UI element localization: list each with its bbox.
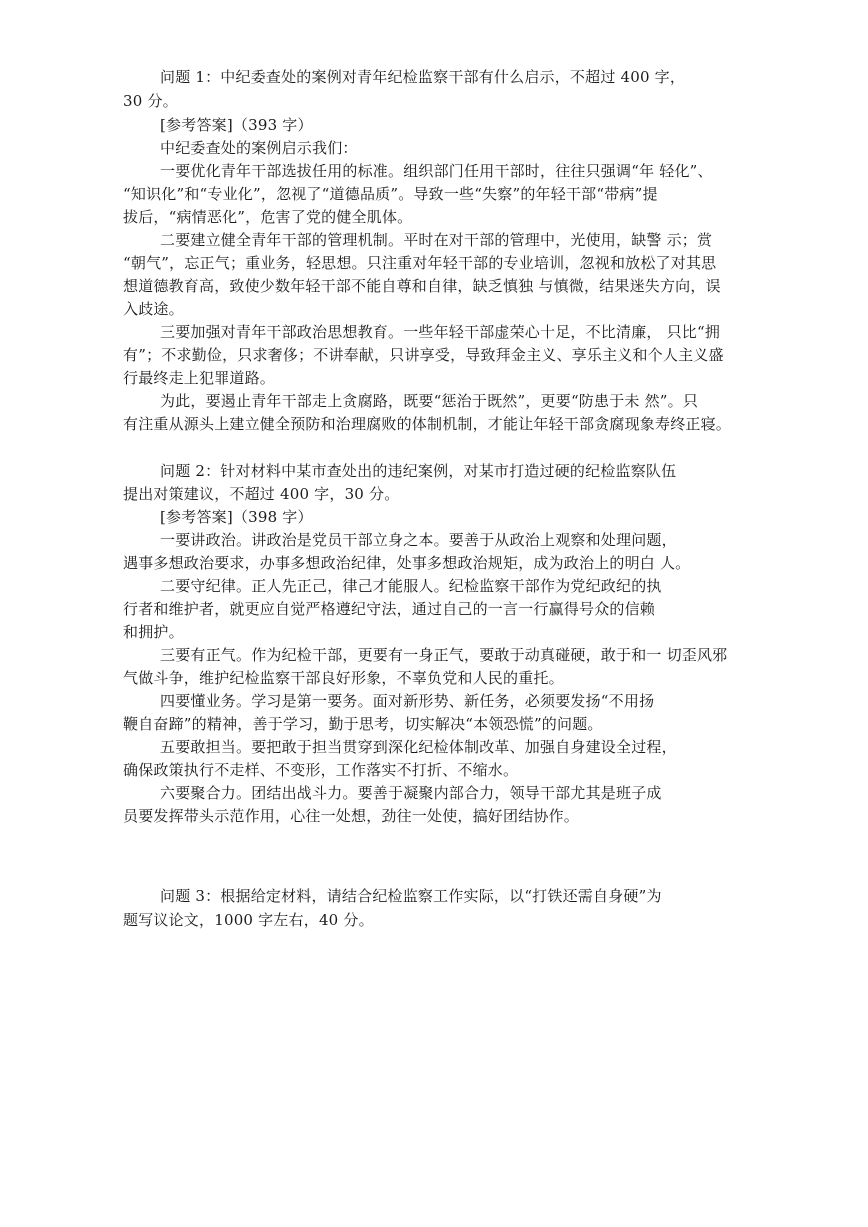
q1-title-line1: 问题 1：中纪委查处的案例对青年纪检监察干部有什么启示，不超过 400 字， (160, 68, 686, 86)
q2-p6-line: 员要发挥带头示范作用，心往一处想，劲往一处使，搞好团结协作。 (123, 807, 580, 825)
q1-p2-line: 想道德教育高，致使少数年轻干部不能自尊和自律，缺乏慎独 与慎微，结果迷失方向，误 (123, 277, 721, 295)
q2-p1-line: 一要讲政治。讲政治是党员干部立身之本。要善于从政治上观察和处理问题， (160, 531, 677, 549)
q2-p2-line: 行者和维护者，就更应自觉严格遵纪守法，通过自己的一言一行赢得号众的信赖 (123, 600, 656, 618)
q2-p3-line: 三要有正气。作为纪检干部，更要有一身正气，要敢于动真碰硬，敢于和一 切歪风邪 (160, 646, 728, 664)
q1-p3-line: 有”；不求勤俭，只求奢侈；不讲奉献，只讲享受，导致拜金主义、享乐主义和个人主义盛 (123, 346, 724, 364)
q1-p1-line: “知识化”和“专业化”，忽视了“道德品质”。导致一些“失察”的年轻干部“带病”提 (123, 185, 658, 203)
q2-p5-line: 五要敢担当。要把敢于担当贯穿到深化纪检体制改革、加强自身建设全过程， (160, 738, 677, 756)
q1-intro: 中纪委查处的案例启示我们： (160, 139, 358, 157)
q1-title-line2: 30 分。 (123, 92, 178, 110)
q2-p2-line: 和拥护。 (123, 623, 184, 641)
q2-p3-line: 气做斗争，维护纪检监察干部良好形象，不辜负党和人民的重托。 (123, 669, 564, 687)
q2-p2-line: 二要守纪律。正人先正己，律己才能服人。纪检监察干部作为党纪政纪的执 (160, 577, 662, 595)
q1-p1-line: 拔后，“病情恶化”，危害了党的健全肌体。 (123, 208, 413, 226)
q1-p2-line: 二要建立健全青年干部的管理机制。平时在对干部的管理中，光使用，缺警 示；赏 (160, 231, 713, 249)
q2-title-line1: 问题 2：针对材料中某市查处出的违纪案例，对某市打造过硬的纪检监察队伍 (160, 462, 677, 480)
q3-title-line2: 题写议论文，1000 字左右，40 分。 (123, 911, 374, 929)
q3-title-line1: 问题 3：根据给定材料，请结合纪检监察工作实际，以“打铁还需自身硬”为 (160, 887, 662, 905)
q1-p3-line: 行最终走上犯罪道路。 (123, 369, 276, 387)
q2-title-line2: 提出对策建议，不超过 400 字，30 分。 (123, 485, 400, 503)
q2-p4-line: 四要懂业务。学习是第一要务。面对新形势、新任务，必须要发扬“不用扬 (160, 692, 655, 710)
q2-p5-line: 确保政策执行不走样、不变形，工作落实不打折、不缩水。 (123, 761, 519, 779)
q2-reference-label: [参考答案]（398 字） (160, 508, 313, 526)
q2-p6-line: 六要聚合力。团结出战斗力。要善于凝聚内部合力，领导干部尤其是班子成 (160, 784, 662, 802)
q2-p1-line: 遇事多想政治要求，办事多想政治纪律，处事多想政治规矩，成为政治上的明白 人。 (123, 554, 691, 572)
q1-p3-line: 三要加强对青年干部政治思想教育。一些年轻干部虚荣心十足，不比清廉， 只比“拥 (160, 323, 721, 341)
q1-p4-line: 有注重从源头上建立健全预防和治理腐败的体制机制，才能让年轻干部贪腐现象寿终正寝。 (123, 415, 732, 433)
q1-p2-line: 入歧途。 (123, 300, 184, 318)
q1-reference-label: [参考答案]（393 字） (160, 116, 313, 134)
q1-p4-line: 为此，要遏止青年干部走上贪腐路，既要“惩治于既然”，更要“防患于未 然”。只 (160, 392, 699, 410)
q1-p1-line: 一要优化青年干部选拔任用的标准。组织部门任用干部时，往往只强调“年 轻化”、 (160, 162, 713, 180)
q1-p2-line: “朝气”，忘正气；重业务，轻思想。只注重对年轻干部的专业培训，忽视和放松了对其思 (123, 254, 717, 272)
q2-p4-line: 鞭自奋蹄”的精神，善于学习，勤于思考，切实解决“本领恐慌”的问题。 (123, 715, 603, 733)
